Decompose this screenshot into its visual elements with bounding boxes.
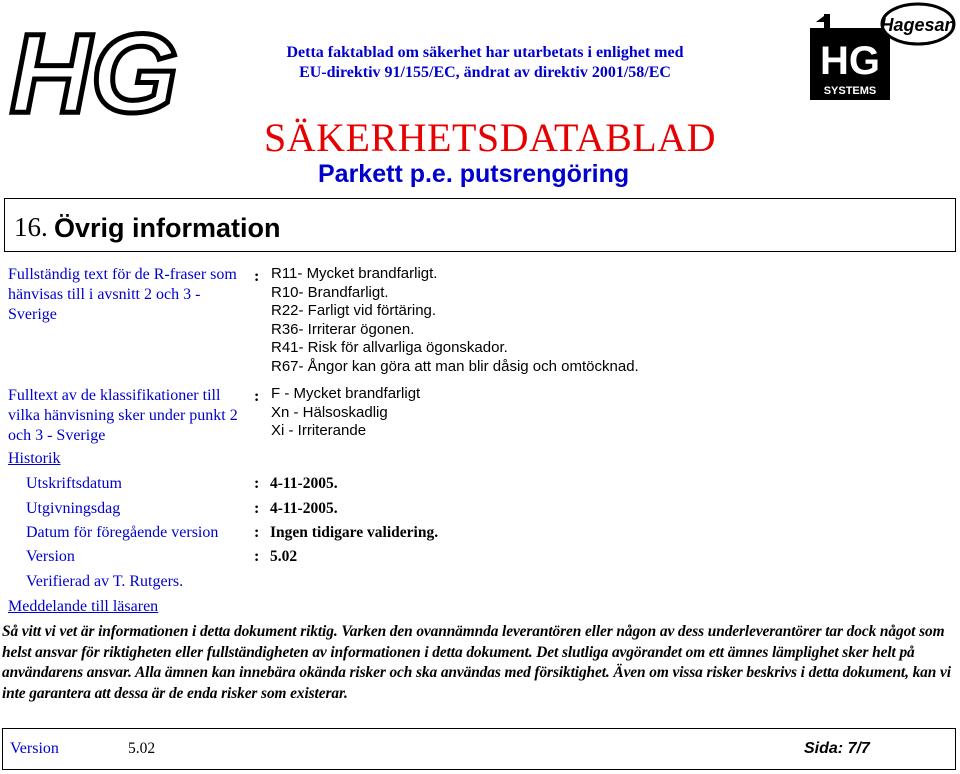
version-colon: : (254, 548, 260, 565)
verified-by: Verifierad av T. Rutgers. (26, 573, 184, 590)
r-phrase-item: R11- Mycket brandfarligt. (271, 265, 438, 282)
r-phrase-item: R22- Farligt vid förtäring. (271, 302, 437, 319)
classifications-label: Fulltext av de klassifikationer till vilka hänvisning sker under punkt 2 och 3 - Sverige (8, 387, 238, 444)
version-label: Version (26, 548, 75, 565)
hg-systems-main-text: HG (820, 39, 880, 83)
document-title: SÄKERHETSDATABLAD (264, 115, 716, 160)
previous-version-date-colon: : (254, 524, 260, 541)
directive-line-2: EU-direktiv 91/155/EC, ändrat av direktiv 2001/58/EC (299, 64, 671, 81)
footer-version-label: Version (10, 740, 59, 757)
previous-version-date-value: Ingen tidigare validering. (270, 524, 439, 541)
classification-item: Xi - Irriterande (271, 422, 367, 439)
r-phrase-item: R67- Ångor kan göra att man blir dåsig och omtöcknad. (271, 357, 639, 375)
systems-text: SYSTEMS (823, 85, 877, 97)
issue-date-colon: : (254, 500, 260, 517)
directive-line-1: Detta faktablad om säkerhet har utarbetats i enlighet med (286, 44, 684, 61)
r-phrase-item: R36- Irriterar ögonen. (271, 320, 415, 338)
print-date-label: Utskriftsdatum (26, 475, 122, 492)
notice-heading: Meddelande till läsaren (8, 598, 159, 615)
version-value: 5.02 (270, 548, 298, 565)
classification-item: F - Mycket brandfarligt (271, 385, 421, 402)
footer-version-value: 5.02 (128, 740, 156, 757)
issue-date-value: 4-11-2005. (270, 500, 338, 517)
hg-systems-logo (806, 2, 956, 102)
r-phrases-colon: : (254, 268, 260, 285)
product-name: Parkett p.e. putsrengöring (318, 160, 630, 188)
history-heading: Historik (8, 450, 61, 467)
hg-logo-left-text: HG (10, 14, 178, 126)
hg-logo-left (6, 14, 202, 126)
r-phrases-label: Fullständig text för de R-fraser som hänvisas till i avsnitt 2 och 3 - Sverige (8, 266, 237, 323)
classifications-list (271, 385, 420, 441)
r-phrase-item: R41- Risk för allvarliga ögonskador. (271, 339, 508, 356)
r-phrases-list (271, 265, 639, 376)
section-title: Övrig information (54, 213, 281, 243)
classification-item: Xn - Hälsoskadlig (271, 403, 388, 421)
issue-date-label: Utgivningsdag (26, 500, 121, 517)
notice-text: Så vitt vi vet är informationen i detta dokument riktig. Varken den ovannämnda leverantören eller någon av dess underleverantörer tar dock något som helst ansvar för riktigheten eller fullständigheten av informationen i detta dokument. Det slutliga avgörandet om ett ämnes lämplighet sker helt på användarens ansvar. Alla ämnen kan innebära okända risker och ska användas med försiktighet. Även om vissa risker beskrivs i detta dokument, kan vi inte garantera att dessa är de enda risker som existerar. (2, 623, 951, 702)
classifications-colon: : (254, 388, 260, 405)
print-date-value: 4-11-2005. (270, 475, 338, 492)
print-date-colon: : (254, 475, 260, 492)
footer-page-number: Sida: 7/7 (804, 740, 870, 757)
r-phrase-item: R10- Brandfarligt. (271, 283, 389, 301)
previous-version-date-label: Datum för föregående version (26, 524, 219, 541)
hagesan-text: Hagesan (880, 15, 956, 35)
section-number: 16. (14, 212, 48, 242)
